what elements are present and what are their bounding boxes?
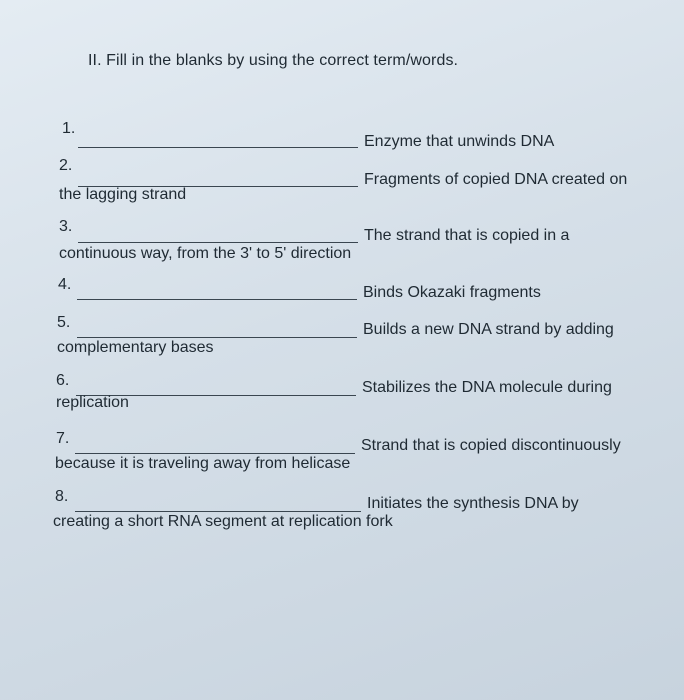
answer-blank[interactable] [78, 242, 358, 243]
question-number: 4. [58, 276, 72, 293]
question-description: Fragments of copied DNA created on [364, 171, 628, 188]
question-description: Builds a new DNA strand by adding [363, 321, 614, 338]
question-number: 8. [55, 488, 69, 505]
answer-blank[interactable] [75, 511, 361, 512]
section-heading: II. Fill in the blanks by using the correct term/words. [88, 52, 459, 69]
question-description: Initiates the synthesis DNA by [367, 495, 579, 512]
answer-blank[interactable] [78, 147, 358, 148]
question-description: Binds Okazaki fragments [363, 284, 541, 301]
question-description: The strand that is copied in a [364, 227, 570, 244]
answer-blank[interactable] [75, 453, 355, 454]
question-number: 1. [62, 120, 76, 137]
question-description: Enzyme that unwinds DNA [364, 133, 555, 150]
question-number: 3. [59, 218, 73, 235]
question-continuation: because it is traveling away from helicase [55, 455, 351, 472]
question-description: Stabilizes the DNA molecule during [362, 379, 612, 396]
answer-blank[interactable] [77, 337, 357, 338]
question-continuation: replication [56, 394, 129, 411]
question-number: 2. [59, 157, 73, 174]
question-description: Strand that is copied discontinuously [361, 437, 621, 454]
answer-blank[interactable] [77, 299, 357, 300]
question-number: 6. [56, 372, 70, 389]
question-continuation: the lagging strand [59, 186, 187, 203]
question-continuation: continuous way, from the 3' to 5' direction [59, 245, 352, 262]
question-continuation: complementary bases [57, 339, 214, 356]
question-number: 5. [57, 314, 71, 331]
question-continuation: creating a short RNA segment at replication fork [53, 513, 393, 530]
question-number: 7. [56, 430, 70, 447]
